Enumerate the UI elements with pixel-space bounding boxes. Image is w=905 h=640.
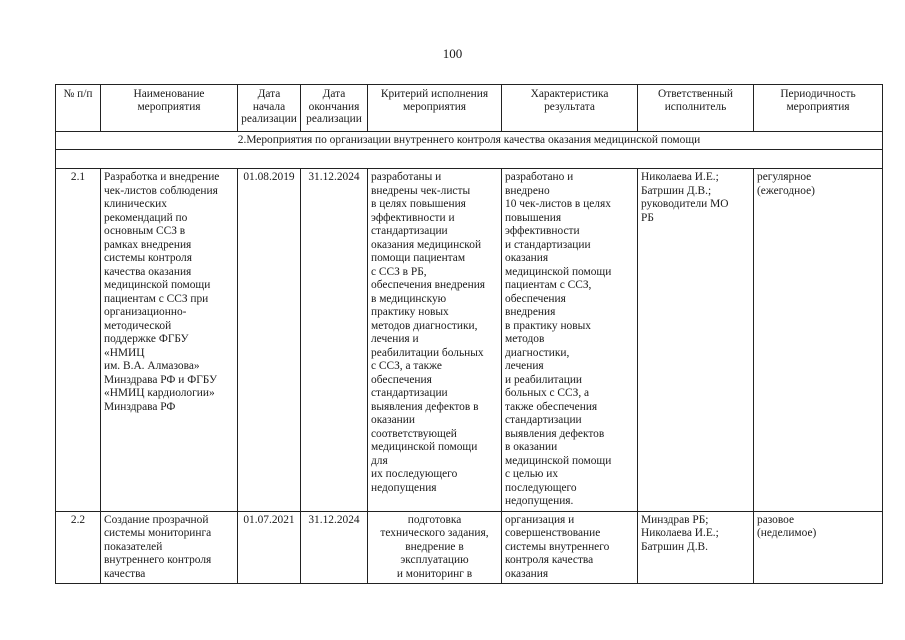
end-date: 31.12.2024 [301, 169, 368, 512]
spacer-row [56, 150, 883, 169]
header-name: Наименование мероприятия [101, 85, 238, 132]
header-end-date: Дата окончания реализации [301, 85, 368, 132]
page-number: 100 [442, 46, 463, 61]
row-number: 2.1 [56, 169, 101, 512]
activity-name: Создание прозрачной системы мониторинга показателей внутреннего контроля качества [101, 511, 238, 584]
row-number: 2.2 [56, 511, 101, 584]
periodicity-cell: разовое (неделимое) [754, 511, 883, 584]
header-start-date: Дата начала реализации [238, 85, 301, 132]
header-number: № п/п [56, 85, 101, 132]
result-cell: организация и совершенствование системы внутреннего контроля качества оказания [502, 511, 638, 584]
criterion-cell: разработаны и внедрены чек-листы в целях повышения эффективности и стандартизации оказания медицинской помощи пациентам с ССЗ в РБ, обеспечения внедрения в медицинскую практику новых методов диагностики, лечения и реабилитации больных с ССЗ, а также обеспечения стандартизации выявления дефектов в оказании соответствующей медицинской помощи для их последующего недопущения [368, 169, 502, 512]
header-criterion: Критерий исполнения мероприятия [368, 85, 502, 132]
responsible-cell: Николаева И.Е.; Батршин Д.В.; руководители МО РБ [638, 169, 754, 512]
spacer-cell [56, 150, 883, 169]
criterion-cell: подготовка технического задания, внедрение в эксплуатацию и мониторинг в [368, 511, 502, 584]
responsible-cell: Минздрав РБ; Николаева И.Е.; Батршин Д.В. [638, 511, 754, 584]
start-date: 01.08.2019 [238, 169, 301, 512]
end-date: 31.12.2024 [301, 511, 368, 584]
header-result: Характеристика результата [502, 85, 638, 132]
activities-table [55, 84, 883, 584]
header-responsible: Ответственный исполнитель [638, 85, 754, 132]
section-title: 2.Мероприятия по организации внутреннего контроля качества оказания медицинской помощи [56, 131, 883, 150]
result-cell: разработано и внедрено 10 чек-листов в целях повышения эффективности и стандартизации оказания медицинской помощи пациентам с ССЗ, обеспечения внедрения в практику новых методов диагностики, лечения и реабилитации больных с ССЗ, а также обеспечения стандартизации выявления дефектов в оказании медицинской помощи с целью их последующего недопущения. [502, 169, 638, 512]
table-row [56, 169, 883, 512]
section-row [56, 131, 883, 150]
start-date: 01.07.2021 [238, 511, 301, 584]
activity-name: Разработка и внедрение чек-листов соблюдения клинических рекомендаций по основным ССЗ в рамках внедрения системы контроля качества оказания медицинской помощи пациентам с ССЗ при организационно- методической поддержке ФГБУ «НМИЦ им. В.А. Алмазова» Минздрава РФ и ФГБУ «НМИЦ кардиологии» Минздрава РФ [101, 169, 238, 512]
header-periodicity: Периодичность мероприятия [754, 85, 883, 132]
periodicity-cell: регулярное (ежегодное) [754, 169, 883, 512]
header-row [56, 85, 883, 132]
table-row [56, 511, 883, 584]
